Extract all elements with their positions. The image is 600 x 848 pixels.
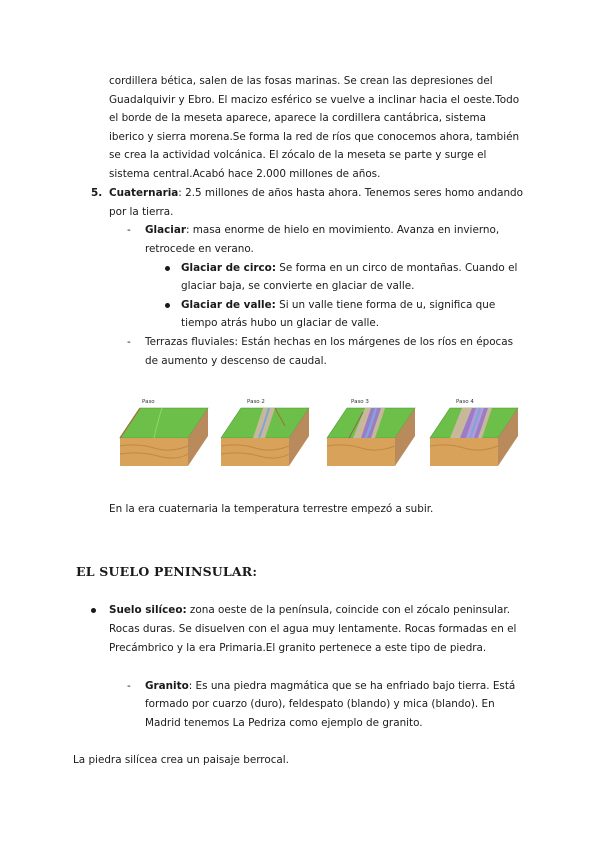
circo-line-2: glaciar baja, se convierte en glaciar de valle. [181,280,415,292]
figure-label: Paso 3 [351,399,369,405]
figure-label: Paso 2 [247,399,265,405]
bullet-icon [165,266,170,271]
intro-line-6: sistema central.Acabó hace 2.000 millones de años. [109,168,381,180]
terrazas-line-1: Terrazas fluviales: Están hechas en los márgenes de los ríos en épocas [145,336,514,348]
bullet-icon [91,608,96,613]
granito-dash: - [127,680,131,692]
glaciar-dash: - [127,224,131,236]
granito-line-1 [145,679,515,693]
item5-term: Cuaternaria [109,187,179,199]
terrace-diagram-4 [428,396,520,470]
intro-line-4: iberico y sierra morena.Se forma la red de ríos que conocemos ahora, también [109,131,520,143]
figure-label: Paso [142,399,155,405]
granito-text1: : Es una piedra magmática que se ha enfriado bajo tierra. Está [188,680,516,692]
item5-line-2: por la tierra. [109,206,174,218]
bullet-icon [165,303,170,308]
valle-term: Glaciar de valle: [181,299,276,311]
terrace-diagram-2 [219,396,311,470]
glaciar-term: Glaciar [145,224,186,236]
silice-line-1 [109,603,510,617]
circo-text1: Se forma en un circo de montañas. Cuando el [275,262,518,274]
silice-term: Suelo silíceo: [109,604,187,616]
glaciar-line-1 [145,223,499,237]
granito-term: Granito [145,680,189,692]
item5-text1: : 2.5 millones de años hasta ahora. Tenemos seres homo andando [178,187,524,199]
section-heading: EL SUELO PENINSULAR: [76,564,258,579]
item5-line-1 [109,186,523,200]
terrace-diagram-3 [325,396,417,470]
valle-text1: Si un valle tiene forma de u, significa que [275,299,496,311]
silice-text1: zona oeste de la península, coincide con el zócalo peninsular. [186,604,511,616]
silice-line-2: Rocas duras. Se disuelven con el agua muy lentamente. Rocas formadas en el [109,623,517,635]
circo-line-1 [181,261,517,275]
valle-line-1 [181,298,495,312]
granito-line-3: Madrid tenemos La Pedriza como ejemplo de granito. [145,717,423,729]
terrazas-dash: - [127,336,131,348]
intro-line-2: Guadalquivir y Ebro. El macizo esférico se vuelve a inclinar hacia el oeste.Todo [109,94,520,106]
valle-line-2: tiempo atrás hubo un glaciar de valle. [181,317,380,329]
granito-line-2: formado por cuarzo (duro), feldespato (blando) y mica (blando). En [145,698,495,710]
intro-line-1: cordillera bética, salen de las fosas marinas. Se crean las depresiones del [109,75,493,87]
temperature-note: En la era cuaternaria la temperatura terrestre empezó a subir. [109,503,434,515]
circo-term: Glaciar de circo: [181,262,276,274]
closing-sentence: La piedra silícea crea un paisaje berrocal. [73,754,289,766]
intro-line-5: se crea la actividad volcánica. El zócalo de la meseta se parte y surge el [109,149,487,161]
silice-line-3: Precámbrico y la era Primaria.El granito pertenece a este tipo de piedra. [109,642,487,654]
list-number-5: 5. [91,187,103,199]
figure-label: Paso 4 [456,399,474,405]
terrazas-line-2: de aumento y descenso de caudal. [145,355,327,367]
terrace-diagram-1 [118,396,210,470]
glaciar-text1: : masa enorme de hielo en movimiento. Avanza en invierno, [185,224,500,236]
glaciar-line-2: retrocede en verano. [145,243,254,255]
intro-line-3: el borde de la meseta aparece, aparece la cordillera cantábrica, sistema [109,112,487,124]
